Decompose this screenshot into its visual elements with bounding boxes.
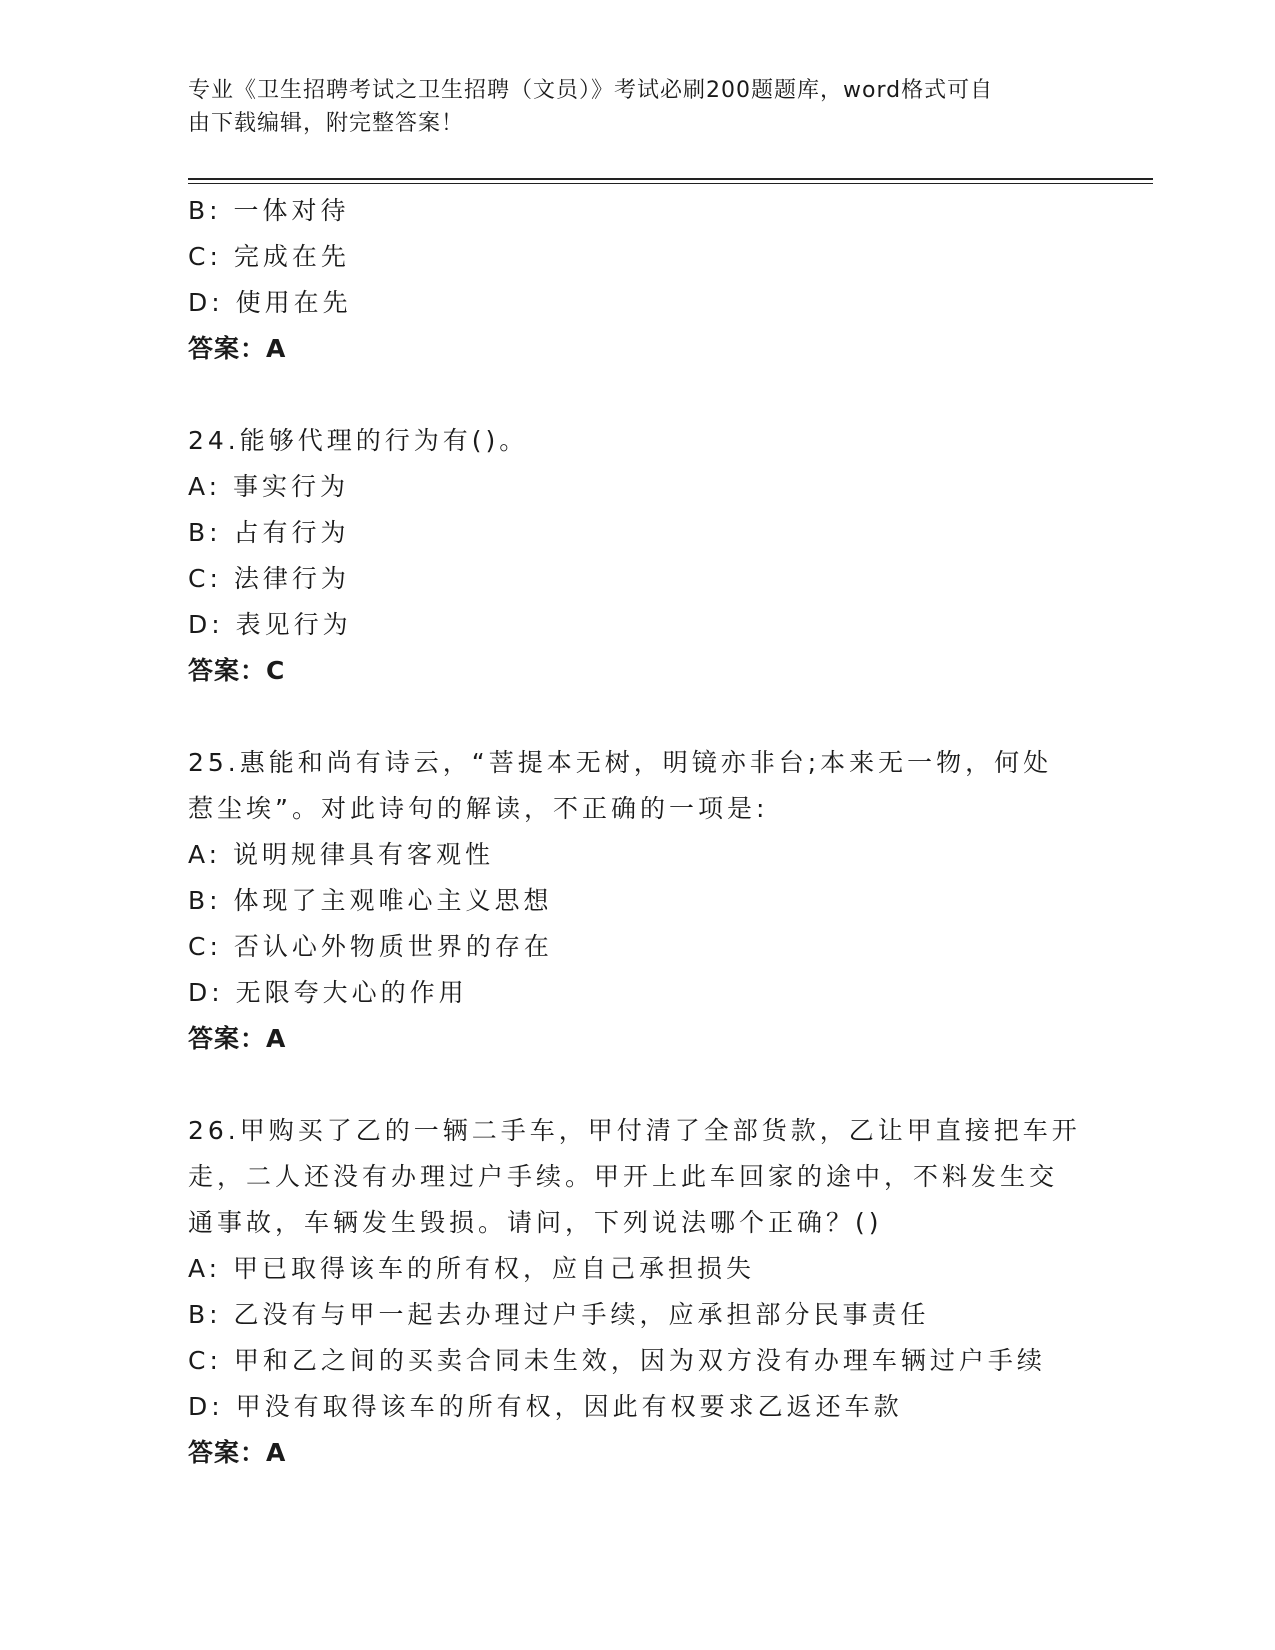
header-rule-thick: [188, 178, 1153, 180]
question-stem: 26.甲购买了乙的一辆二手车，甲付清了全部货款，乙让甲直接把车开: [188, 1116, 1081, 1145]
option-a: A: 甲已取得该车的所有权，应自己承担损失: [188, 1254, 756, 1283]
header-line-2: 由下载编辑，附完整答案！: [188, 111, 465, 136]
answer: 答案：C: [188, 656, 286, 685]
option-a: A: 说明规律具有客观性: [188, 840, 495, 869]
option-c: C: 否认心外物质世界的存在: [188, 932, 553, 961]
option-b: B: 占有行为: [188, 518, 350, 547]
question-26: [188, 1108, 1088, 1476]
page-header: [188, 74, 1068, 140]
answer: 答案：A: [188, 334, 287, 363]
question-stem: 24.能够代理的行为有()。: [188, 426, 529, 455]
question-25: [188, 740, 1088, 1062]
answer: 答案：A: [188, 1438, 287, 1467]
option-d: D: 使用在先: [188, 288, 352, 317]
option-b: B: 一体对待: [188, 196, 350, 225]
option-c: C: 甲和乙之间的买卖合同未生效，因为双方没有办理车辆过户手续: [188, 1346, 1046, 1375]
option-d: D: 甲没有取得该车的所有权，因此有权要求乙返还车款: [188, 1392, 903, 1421]
question-stem: 25.惠能和尚有诗云，“菩提本无树，明镜亦非台;本来无一物，何处: [188, 748, 1053, 777]
option-c: C: 完成在先: [188, 242, 350, 271]
option-d: D: 表见行为: [188, 610, 352, 639]
header-rule-thin: [188, 183, 1153, 184]
option-b: B: 体现了主观唯心主义思想: [188, 886, 553, 915]
option-a: A: 事实行为: [188, 472, 350, 501]
option-b: B: 乙没有与甲一起去办理过户手续，应承担部分民事责任: [188, 1300, 930, 1329]
question-stem: 惹尘埃”。对此诗句的解读，不正确的一项是:: [188, 794, 769, 823]
question-stem: 走，二人还没有办理过户手续。甲开上此车回家的途中，不料发生交: [188, 1162, 1059, 1191]
question-list: [188, 188, 1088, 1476]
option-c: C: 法律行为: [188, 564, 350, 593]
answer: 答案：A: [188, 1024, 287, 1053]
option-d: D: 无限夸大心的作用: [188, 978, 468, 1007]
header-line-1: 专业《卫生招聘考试之卫生招聘（文员）》考试必刷200题题库，word格式可自: [188, 78, 994, 103]
question-24: [188, 418, 1088, 694]
question-23-tail: [188, 188, 1088, 372]
question-stem: 通事故，车辆发生毁损。请问，下列说法哪个正确？(): [188, 1208, 883, 1237]
